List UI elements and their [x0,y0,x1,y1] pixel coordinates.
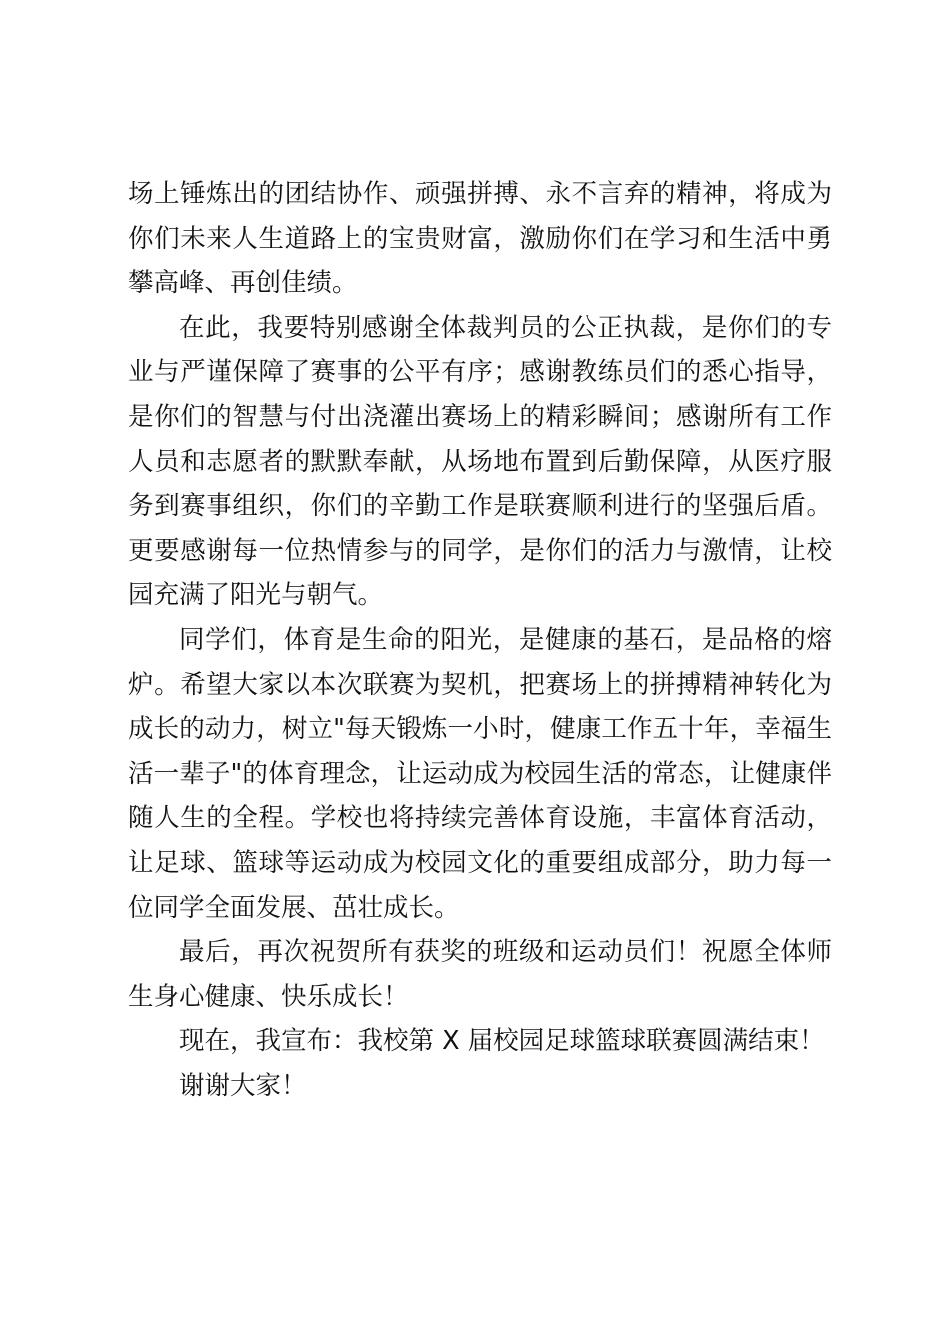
paragraph-sports-spirit: 同学们，体育是生命的阳光，是健康的基石，是品格的熔炉。希望大家以本次联赛为契机，把赛场上的拼搏精神转化为成长的动力，树立"每天锻炼一小时，健康工作五十年，幸福生活一辈子"的体育理念，让运动成为校园生活的常态，让健康伴随人生的全程。学校也将持续完善体育设施，丰富体育活动，让足球、篮球等运动成为校园文化的重要组成部分，助力每一位同学全面发展、茁壮成长。 [128,624,832,923]
paragraph-congratulations: 最后，再次祝贺所有获奖的班级和运动员们！祝愿全体师生身心健康、快乐成长！ [128,937,832,1012]
paragraph-continuation: 场上锤炼出的团结协作、顽强拼搏、永不言弃的精神，将成为你们未来人生道路上的宝贵财富，激励你们在学习和生活中勇攀高峰、再创佳绩。 [128,179,832,299]
paragraph-announcement: 现在，我宣布：我校第 X 届校园足球篮球联赛圆满结束！ [179,1026,825,1057]
paragraph-thanks: 在此，我要特别感谢全体裁判员的公正执裁，是你们的专业与严谨保障了赛事的公平有序；感谢教练员们的悉心指导，是你们的智慧与付出浇灌出赛场上的精彩瞬间；感谢所有工作人员和志愿者的默默奉献，从场地布置到后勤保障，从医疗服务到赛事组织，你们的辛勤工作是联赛顺利进行的坚强后盾。更要感谢每一位热情参与的同学，是你们的活力与激情，让校园充满了阳光与朝气。 [128,312,832,611]
paragraph-closing: 谢谢大家！ [179,1070,307,1101]
document-body [128,172,832,1108]
